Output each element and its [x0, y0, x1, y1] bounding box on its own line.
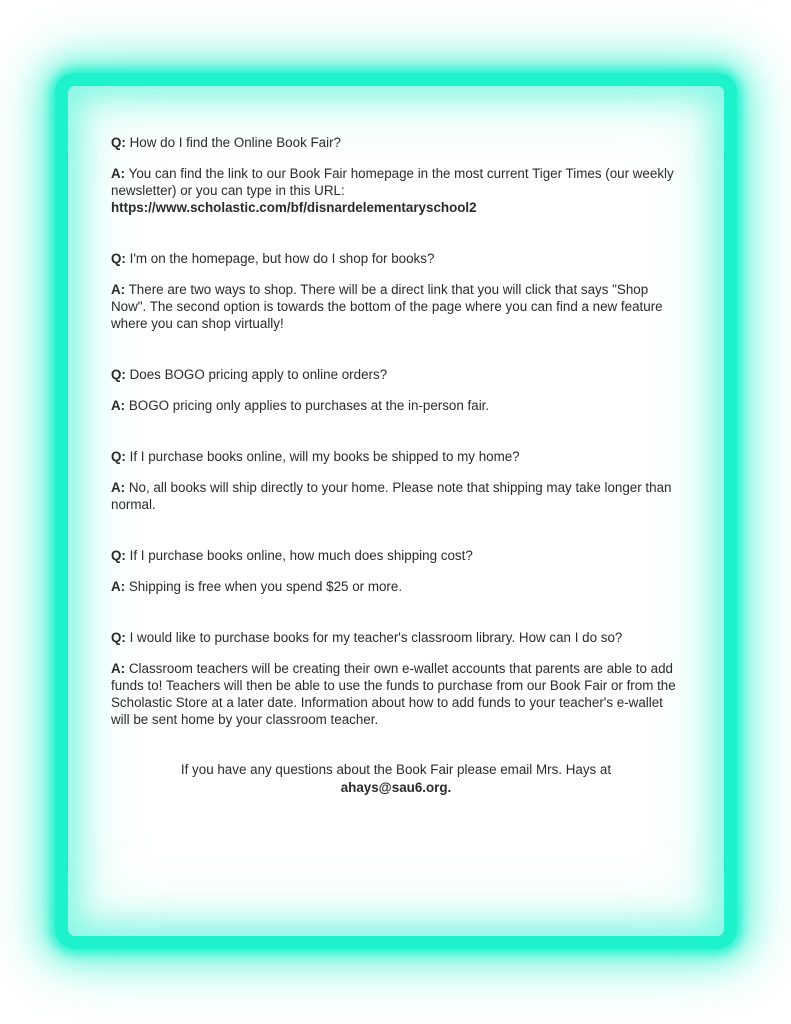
a-label: A: [111, 166, 126, 181]
spacer [111, 332, 681, 366]
answer-text: No, all books will ship directly to your home. Please note that shipping may take longer than normal. [111, 480, 672, 512]
a-label: A: [111, 661, 126, 676]
question-text: If I purchase books online, will my books be shipped to my home? [129, 449, 520, 464]
question [111, 250, 681, 267]
question [111, 629, 681, 646]
q-label: Q: [111, 630, 126, 645]
faq-item-shipping-home [111, 448, 681, 513]
answer-text: You can find the link to our Book Fair homepage in the most current Tiger Times (our weekly newsletter) or you can type in this URL: [111, 166, 674, 198]
answer [111, 165, 681, 216]
answer [111, 479, 681, 513]
answer-text: There are two ways to shop. There will be a direct link that you will click that says "Shop Now". The second option is towards the bottom of the page where you can find a new feature where you can shop virtually! [111, 282, 663, 331]
q-label: Q: [111, 251, 126, 266]
contact-text: If you have any questions about the Book Fair please email Mrs. Hays at [180, 762, 612, 777]
a-label: A: [111, 282, 126, 297]
a-label: A: [111, 480, 126, 495]
book-fair-url[interactable]: https://www.scholastic.com/bf/disnardelementaryschool2 [111, 200, 477, 215]
question-text: I'm on the homepage, but how do I shop for books? [129, 251, 435, 266]
answer [111, 660, 681, 728]
question [111, 547, 681, 564]
question [111, 134, 681, 151]
answer [111, 281, 681, 332]
q-label: Q: [111, 548, 126, 563]
faq-item-how-to-shop [111, 250, 681, 332]
faq-item-find-fair [111, 134, 681, 216]
contact-footer [111, 761, 681, 797]
faq-item-classroom-library [111, 629, 681, 728]
question-text: Does BOGO pricing apply to online orders? [129, 367, 388, 382]
question [111, 366, 681, 383]
answer [111, 397, 681, 414]
question-text: If I purchase books online, how much does shipping cost? [129, 548, 473, 563]
answer [111, 578, 681, 595]
a-label: A: [111, 579, 126, 594]
contact-email[interactable]: ahays@sau6.org. [340, 780, 452, 795]
faq-item-bogo [111, 366, 681, 414]
question [111, 448, 681, 465]
faq-document [111, 134, 681, 797]
answer-text: BOGO pricing only applies to purchases at the in-person fair. [128, 398, 490, 413]
q-label: Q: [111, 135, 126, 150]
spacer [111, 216, 681, 250]
answer-text: Classroom teachers will be creating their own e-wallet accounts that parents are able to add funds to! Teachers will then be able to use the funds to purchase from our Book Fair or from the Scholastic Store at a later date. Information about how to add funds to your teacher's e-wallet will be sent home by your classroom teacher. [111, 661, 676, 727]
faq-item-shipping-cost [111, 547, 681, 595]
q-label: Q: [111, 449, 126, 464]
spacer [111, 595, 681, 629]
question-text: I would like to purchase books for my teacher's classroom library. How can I do so? [129, 630, 623, 645]
question-text: How do I find the Online Book Fair? [129, 135, 341, 150]
a-label: A: [111, 398, 126, 413]
answer-text: Shipping is free when you spend $25 or more. [128, 579, 403, 594]
spacer [111, 414, 681, 448]
spacer [111, 513, 681, 547]
q-label: Q: [111, 367, 126, 382]
